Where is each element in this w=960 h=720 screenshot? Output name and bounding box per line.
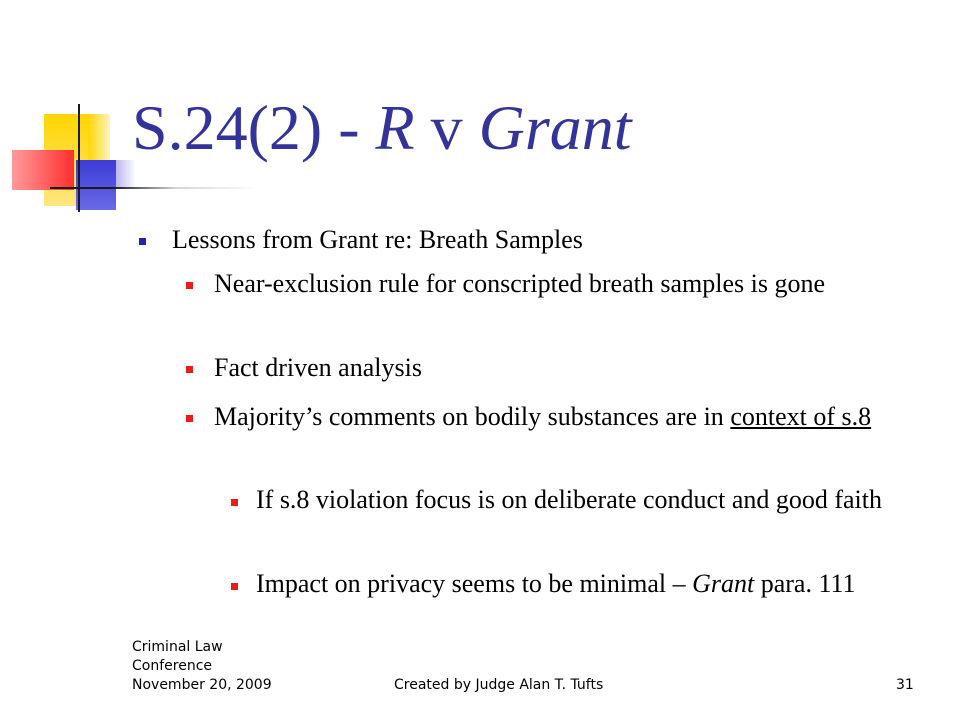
decor-horizontal-line: [50, 187, 260, 189]
footer-page-number: 31: [896, 677, 914, 693]
title-v: v: [414, 92, 479, 163]
context-s8-underlined: context of s.8: [730, 402, 872, 431]
footer-date: November 20, 2009: [132, 677, 272, 693]
title-r: R: [375, 92, 415, 163]
bullet-square-icon: [186, 415, 193, 422]
decor-yellow-square-small: [88, 114, 110, 160]
bullet-square-icon: [186, 282, 193, 289]
bullet-level2-fact-driven: Fact driven analysis: [214, 353, 422, 382]
bullet-square-icon: [186, 366, 193, 373]
footer-conference-line2: Conference: [132, 658, 213, 674]
decor-blue-fade: [116, 160, 136, 188]
slide-title: [132, 92, 632, 163]
para-reference: para. 111: [754, 569, 856, 598]
bullet-level3-s8-violation: If s.8 violation focus is on deliberate conduct and good faith: [256, 485, 883, 514]
impact-privacy-text: Impact on privacy seems to be minimal –: [256, 569, 693, 598]
bullet-level3-impact-privacy: [256, 568, 906, 600]
bullet-level2-majority-comments: [214, 401, 904, 433]
bullet-square-icon: [231, 499, 238, 506]
bullet-square-icon: [139, 238, 146, 245]
footer-conference-line1: Criminal Law: [132, 639, 223, 655]
bullet-level2-near-exclusion: Near-exclusion rule for conscripted breath samples is gone: [214, 269, 825, 298]
decor-red-square: [12, 150, 74, 190]
footer-author: Created by Judge Alan T. Tufts: [394, 677, 604, 693]
title-prefix: S.24(2) -: [132, 92, 376, 163]
bullet-level1-lessons: Lessons from Grant re: Breath Samples: [172, 225, 583, 254]
decor-blue-square: [76, 160, 116, 210]
title-grant: Grant: [478, 92, 632, 163]
decor-vertical-line: [78, 104, 80, 212]
majority-comments-text: Majority’s comments on bodily substances are in: [214, 402, 731, 431]
footer-conference: [132, 638, 282, 695]
bullet-square-icon: [231, 583, 238, 590]
grant-citation-italic: Grant: [692, 569, 755, 598]
